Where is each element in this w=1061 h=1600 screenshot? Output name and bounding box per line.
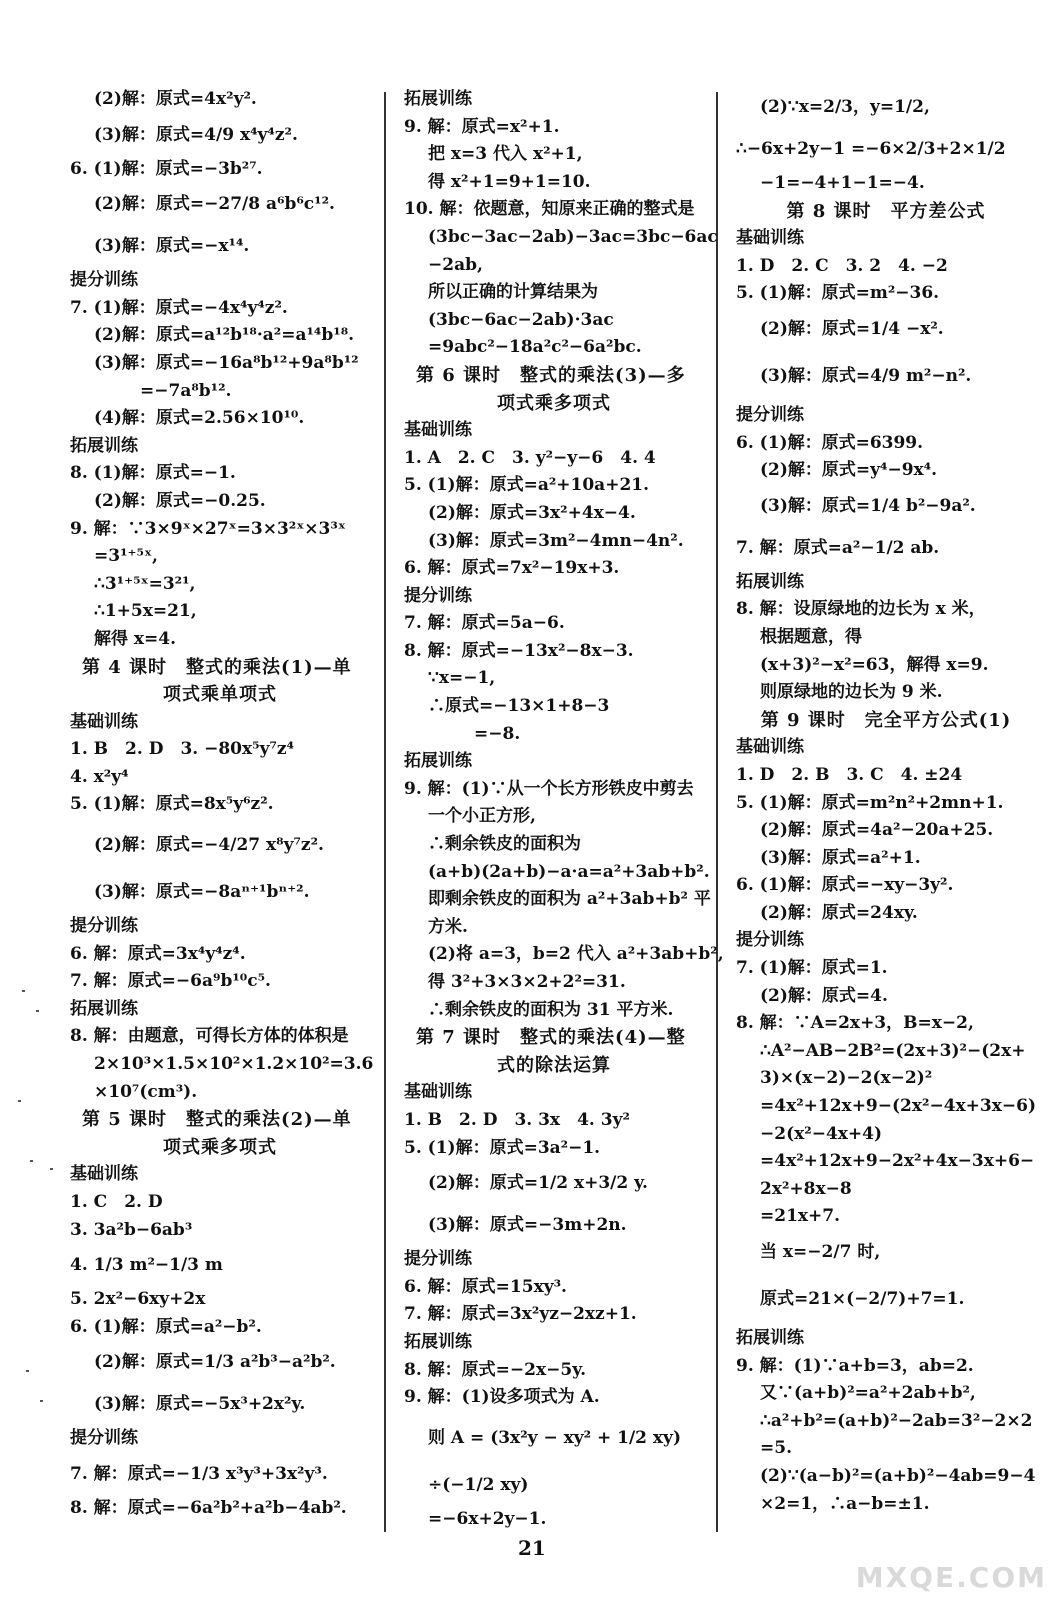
- answer-line: 2×10³×1.5×10²×1.2×10²=3.6: [94, 1054, 374, 1075]
- answer-line: 4. 1/3 m²−1/3 m: [70, 1255, 223, 1276]
- answer-line: 1. D 2. C 3. 2 4. −2: [736, 255, 948, 276]
- answer-line: 5. (1)解：原式=a²+10a+21.: [404, 475, 650, 496]
- answer-line: (2)解：原式=3x²+4x−4.: [428, 502, 636, 523]
- section-label: 基础训练: [404, 1082, 472, 1103]
- section-label: 提分训练: [70, 916, 138, 937]
- answer-line: (3bc−3ac−2ab)−3ac=3bc−6ac: [428, 226, 718, 247]
- answer-line: 即剩余铁皮的面积为 a²+3ab+b² 平: [428, 889, 711, 910]
- answer-line: 则 A = (3x²y − xy² + 1/2 xy): [428, 1427, 681, 1448]
- answer-line: 8. (1)解：原式=−1.: [70, 463, 236, 484]
- answer-line: (3)解：原式=−16a⁸b¹²+9a⁸b¹²: [94, 352, 359, 373]
- answer-line: 2x²+8x−8: [760, 1178, 852, 1199]
- answer-line: 5. (1)解：原式=m²n²+2mn+1.: [736, 792, 1004, 813]
- section-label: 提分训练: [404, 1249, 472, 1270]
- answer-line: ×10⁷(cm³).: [94, 1081, 198, 1102]
- section-label: 提分训练: [736, 930, 804, 951]
- answer-line: 9. 解：(1)∵从一个长方形铁皮中剪去: [404, 778, 694, 799]
- answer-line: 7. 解：原式=a²−1/2 ab.: [736, 537, 940, 558]
- answer-line: 当 x=−2/7 时,: [760, 1242, 881, 1262]
- section-label: 基础训练: [404, 420, 472, 441]
- answer-line: (x+3)²−x²=63，解得 x=9.: [760, 654, 989, 675]
- answer-line: =3¹⁺⁵ˣ,: [94, 546, 158, 567]
- answer-line: 1. B 2. D 3. −80x⁵y⁷z⁴: [70, 739, 295, 760]
- answer-line: 9. 解：(1)∵a+b=3，ab=2.: [736, 1355, 974, 1376]
- answer-line: 6. (1)解：原式=−3b²⁷.: [70, 158, 263, 179]
- answer-line: (2)解：原式=4x²y².: [94, 89, 257, 109]
- lesson-heading: 第 4 课时 整式的乘法(1)—单: [82, 656, 352, 678]
- lesson-heading: 第 6 课时 整式的乘法(3)—多: [416, 364, 686, 386]
- answer-line: 6. 解：原式=7x²−19x+3.: [404, 558, 620, 579]
- answer-line: 8. 解：原式=−2x−5y.: [404, 1359, 587, 1380]
- scan-speck: [22, 990, 25, 992]
- answer-line: =5.: [760, 1438, 792, 1459]
- answer-line: 6. 解：原式=15xy³.: [404, 1276, 567, 1297]
- answer-line: (a+b)(2a+b)−a·a=a²+3ab+b².: [428, 861, 710, 882]
- answer-line: (2)解：原式=−4/27 x⁸y⁷z².: [94, 835, 324, 856]
- answer-line: ÷(−1/2 xy): [428, 1474, 529, 1495]
- answer-line: (2)解：原式=4.: [760, 985, 888, 1006]
- answer-line: 8. 解：∵A=2x+3，B=x−2,: [736, 1013, 974, 1034]
- answer-line: 9. 解：∵3×9ˣ×27ˣ=3×3²ˣ×3³ˣ: [70, 518, 346, 539]
- answer-line: 得 x²+1=9+1=10.: [428, 171, 591, 192]
- answer-line: 6. (1)解：原式=−xy−3y².: [736, 875, 954, 896]
- lesson-heading: 项式乘多项式: [163, 1136, 277, 1158]
- answer-line: 9. 解：(1)设多项式为 A.: [404, 1387, 600, 1408]
- answer-line: 8. 解：原式=−13x²−8x−3.: [404, 640, 634, 661]
- answer-line: ∴1+5x=21,: [94, 601, 197, 622]
- answer-line: 5. (1)解：原式=3a²−1.: [404, 1137, 601, 1158]
- section-label: 提分训练: [736, 404, 804, 425]
- answer-line: 5. (1)解：原式=m²−36.: [736, 283, 940, 304]
- answer-line: (2)解：原式=1/2 x+3/2 y.: [428, 1173, 648, 1194]
- answer-line: 7. (1)解：原式=−4x⁴y⁴z².: [70, 297, 288, 318]
- lesson-heading: 第 5 课时 整式的乘法(2)—单: [82, 1109, 352, 1131]
- section-label: 基础训练: [736, 737, 804, 758]
- answer-line: (3)解：原式=1/4 b²−9a².: [760, 495, 976, 516]
- answer-line: ×2=1，∴a−b=±1.: [760, 1493, 930, 1514]
- answer-line: ∵x=−1,: [428, 668, 496, 689]
- answer-line: 3. 3a²b−6ab³: [70, 1219, 193, 1240]
- section-label: 拓展训练: [404, 751, 472, 772]
- column-divider-left: [384, 92, 386, 1532]
- answer-line: =−6x+2y−1.: [428, 1508, 547, 1529]
- section-label: 拓展训练: [70, 998, 138, 1019]
- answer-line: 8. 解：由题意，可得长方体的体积是: [70, 1026, 349, 1047]
- answer-line: ∴a²+b²=(a+b)²−2ab=3²−2×2: [760, 1410, 1033, 1431]
- answer-line: (2)解：原式=−0.25.: [94, 490, 266, 511]
- answer-line: 1. C 2. D: [70, 1192, 163, 1212]
- scan-speck: [18, 1100, 21, 1102]
- answer-line: 1. A 2. C 3. y²−y−6 4. 4: [404, 447, 656, 468]
- answer-line: 得 3²+3×3×2+2²=31.: [428, 972, 626, 992]
- answer-line: =9abc²−18a²c²−6a²bc.: [428, 337, 642, 358]
- answer-line: 则原绿地的边长为 9 米.: [760, 682, 943, 703]
- answer-line: 7. 解：原式=3x²yz−2xz+1.: [404, 1304, 637, 1325]
- answer-line: (3)解：原式=−3m+2n.: [428, 1215, 627, 1236]
- answer-line: 10. 解：依题意，知原来正确的整式是: [404, 199, 695, 220]
- answer-line: (3bc−6ac−2ab)·3ac: [428, 309, 614, 330]
- answer-line: 6. (1)解：原式=6399.: [736, 432, 924, 453]
- lesson-heading: 第 9 课时 完全平方公式(1): [760, 709, 1012, 731]
- lesson-heading: 项式乘多项式: [497, 392, 611, 414]
- answer-line: (2)解：原式=y⁴−9x⁴.: [760, 460, 938, 481]
- column-divider-right: [716, 92, 718, 1532]
- answer-column-1: [70, 86, 374, 1523]
- answer-line: ∴剩余铁皮的面积为: [428, 834, 581, 855]
- answer-line: 3)×(x−2)−2(x−2)²: [760, 1068, 933, 1089]
- answer-line: (3)解：原式=3m²−4mn−4n².: [428, 530, 684, 551]
- section-label: 提分训练: [404, 585, 472, 606]
- answer-line: (2)解：原式=4a²−20a+25.: [760, 820, 994, 841]
- section-label: 拓展训练: [736, 1328, 804, 1348]
- answer-line: 1. D 2. B 3. C 4. ±24: [736, 764, 963, 785]
- lesson-heading: 项式乘单项式: [163, 684, 277, 706]
- answer-line: 解得 x=4.: [94, 628, 177, 649]
- answer-line: 7. 解：原式=−6a⁹b¹⁰c⁵.: [70, 971, 271, 992]
- answer-line: =4x²+12x+9−(2x²−4x+3x−6): [760, 1096, 1036, 1117]
- answer-line: 方米.: [428, 916, 468, 937]
- answer-line: 9. 解：原式=x²+1.: [404, 116, 560, 137]
- section-label: 拓展训练: [70, 435, 138, 456]
- answer-line: =21x+7.: [760, 1206, 841, 1227]
- answer-line: =−7a⁸b¹².: [140, 380, 232, 401]
- answer-line: 根据题意，得: [760, 626, 862, 647]
- answer-line: −2(x²−4x+4): [760, 1123, 883, 1144]
- answer-line: (3)解：原式=−5x³+2x²y.: [94, 1394, 306, 1415]
- scan-speck: [36, 1010, 39, 1012]
- answer-line: (3)解：原式=−x¹⁴.: [94, 236, 250, 257]
- answer-line: ∴3¹⁺⁵ˣ=3²¹,: [94, 573, 196, 594]
- section-label: 基础训练: [70, 1164, 138, 1185]
- answer-line: (3)解：原式=−8aⁿ⁺¹bⁿ⁺².: [94, 882, 310, 903]
- scan-speck: [40, 1400, 43, 1402]
- answer-line: =4x²+12x+9−2x²+4x−3x+6−: [760, 1151, 1035, 1172]
- answer-line: 7. 解：原式=−1/3 x³y³+3x²y³.: [70, 1463, 328, 1484]
- answer-column-3: [736, 86, 1036, 1518]
- answer-line: ∴−6x+2y−1 =−6×2/3+2×1/2: [736, 139, 1006, 159]
- answer-line: (2)解：原式=1/3 a²b³−a²b².: [94, 1352, 336, 1373]
- section-label: 拓展训练: [404, 1331, 472, 1352]
- section-label: 拓展训练: [736, 571, 804, 592]
- answer-line: ∴剩余铁皮的面积为 31 平方米.: [428, 999, 674, 1020]
- answer-line: ∴原式=−13×1+8−3: [428, 696, 610, 717]
- answer-line: 5. (1)解：原式=8x⁵y⁶z².: [70, 794, 274, 815]
- page-number: 21: [518, 1536, 546, 1560]
- answer-line: 5. 2x²−6xy+2x: [70, 1289, 206, 1310]
- answer-line: (4)解：原式=2.56×10¹⁰.: [94, 408, 305, 429]
- watermark-text: MXQE.COM: [855, 1561, 1047, 1594]
- answer-line: 所以正确的计算结果为: [428, 282, 598, 303]
- answer-line: =−8.: [474, 723, 521, 744]
- answer-line: 7. 解：原式=5a−6.: [404, 613, 565, 634]
- answer-line: (2)解：原式=−27/8 a⁶b⁶c¹².: [94, 194, 335, 215]
- answer-line: 6. (1)解：原式=a²−b².: [70, 1316, 262, 1337]
- answer-line: (2)∵x=2/3，y=1/2,: [760, 97, 930, 117]
- answer-line: (2)解：原式=a¹²b¹⁸·a²=a¹⁴b¹⁸.: [94, 325, 355, 346]
- answer-line: (2)解：原式=24xy.: [760, 902, 918, 923]
- section-label: 拓展训练: [404, 89, 472, 109]
- section-label: 提分训练: [70, 270, 138, 291]
- answer-column-2: [404, 86, 724, 1533]
- section-label: 提分训练: [70, 1428, 138, 1449]
- answer-line: 又∵(a+b)²=a²+2ab+b²,: [760, 1383, 976, 1404]
- answer-line: 7. (1)解：原式=1.: [736, 958, 888, 979]
- lesson-heading: 式的除法运算: [497, 1054, 611, 1076]
- answer-line: −1=−4+1−1=−4.: [760, 173, 925, 193]
- scan-speck: [30, 1160, 33, 1162]
- answer-line: (3)解：原式=4/9 m²−n².: [760, 365, 972, 386]
- answer-line: (3)解：原式=a²+1.: [760, 847, 921, 868]
- scan-speck: [26, 1370, 29, 1372]
- answer-line: (2)解：原式=1/4 −x².: [760, 318, 944, 339]
- answer-line: 6. 解：原式=3x⁴y⁴z⁴.: [70, 943, 246, 964]
- answer-line: 把 x=3 代入 x²+1,: [428, 144, 583, 165]
- lesson-heading: 第 8 课时 平方差公式: [786, 200, 986, 222]
- section-label: 基础训练: [736, 228, 804, 249]
- answer-line: 原式=21×(−2/7)+7=1.: [760, 1289, 965, 1309]
- answer-line: 1. B 2. D 3. 3x 4. 3y²: [404, 1109, 630, 1130]
- answer-line: ∴A²−AB−2B²=(2x+3)²−(2x+: [760, 1040, 1026, 1061]
- answer-line: 4. x²y⁴: [70, 766, 129, 787]
- answer-line: 一个小正方形,: [428, 806, 536, 827]
- answer-line: −2ab,: [428, 254, 483, 275]
- answer-line: (2)将 a=3，b=2 代入 a²+3ab+b²,: [428, 944, 724, 965]
- answer-line: (2)∵(a−b)²=(a+b)²−4ab=9−4: [760, 1465, 1036, 1486]
- scan-speck: [50, 1168, 53, 1170]
- answer-line: (3)解：原式=4/9 x⁴y⁴z².: [94, 124, 298, 145]
- section-label: 基础训练: [70, 711, 138, 732]
- answer-line: 8. 解：设原绿地的边长为 x 米，: [736, 599, 986, 620]
- answer-line: 8. 解：原式=−6a²b²+a²b−4ab².: [70, 1497, 347, 1518]
- lesson-heading: 第 7 课时 整式的乘法(4)—整: [416, 1027, 686, 1049]
